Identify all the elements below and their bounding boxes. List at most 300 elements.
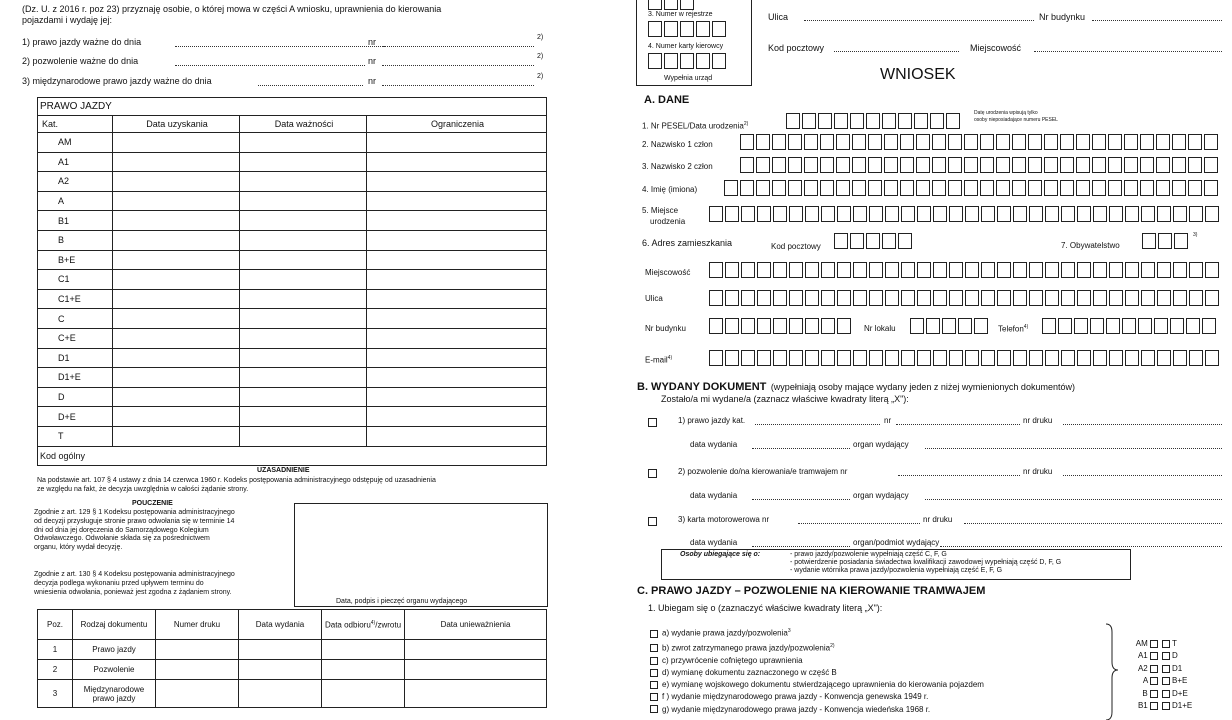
license-data-waznosci[interactable] xyxy=(240,328,367,348)
char-box[interactable] xyxy=(1029,290,1043,306)
license-data-uzyskania[interactable] xyxy=(113,289,240,309)
char-box[interactable] xyxy=(1188,180,1202,196)
char-box[interactable] xyxy=(1138,318,1152,334)
char-box[interactable] xyxy=(773,290,787,306)
char-box[interactable] xyxy=(788,180,802,196)
char-box[interactable] xyxy=(789,290,803,306)
char-box[interactable] xyxy=(901,262,915,278)
char-box[interactable] xyxy=(965,290,979,306)
char-box[interactable] xyxy=(866,233,880,249)
char-box[interactable] xyxy=(740,134,754,150)
char-box[interactable] xyxy=(1012,157,1026,173)
char-box[interactable] xyxy=(1140,157,1154,173)
license-ograniczenia[interactable] xyxy=(367,368,547,388)
char-box[interactable] xyxy=(926,318,940,334)
char-box[interactable] xyxy=(1108,157,1122,173)
char-box[interactable] xyxy=(1124,180,1138,196)
char-box[interactable] xyxy=(1077,262,1091,278)
char-box[interactable] xyxy=(1029,350,1043,366)
char-box[interactable] xyxy=(964,180,978,196)
category-d1-plus-e[interactable]: D1+E xyxy=(1162,700,1212,712)
char-box[interactable] xyxy=(981,206,995,222)
char-box[interactable] xyxy=(1109,206,1123,222)
char-box[interactable] xyxy=(789,262,803,278)
char-box[interactable] xyxy=(1109,290,1123,306)
numer-rejestr-boxes[interactable] xyxy=(648,21,728,37)
char-box[interactable] xyxy=(1093,350,1107,366)
char-box[interactable] xyxy=(772,134,786,150)
char-box[interactable] xyxy=(933,290,947,306)
char-box[interactable] xyxy=(949,290,963,306)
char-box[interactable] xyxy=(837,206,851,222)
char-box[interactable] xyxy=(757,206,771,222)
char-box[interactable] xyxy=(757,350,771,366)
char-box[interactable] xyxy=(820,134,834,150)
license-ograniczenia[interactable] xyxy=(367,348,547,368)
char-box[interactable] xyxy=(1202,318,1216,334)
char-box[interactable] xyxy=(1090,318,1104,334)
char-box[interactable] xyxy=(1029,262,1043,278)
char-box[interactable] xyxy=(818,113,832,129)
license-data-waznosci[interactable] xyxy=(240,152,367,172)
char-box[interactable] xyxy=(981,350,995,366)
char-box[interactable] xyxy=(1013,206,1027,222)
char-box[interactable] xyxy=(802,113,816,129)
option-d-checkbox[interactable] xyxy=(650,669,658,677)
char-box[interactable] xyxy=(1204,180,1218,196)
char-box[interactable] xyxy=(852,157,866,173)
license-data-waznosci[interactable] xyxy=(240,133,367,153)
char-box[interactable] xyxy=(725,290,739,306)
char-box[interactable] xyxy=(836,134,850,150)
char-box[interactable] xyxy=(1076,134,1090,150)
char-box[interactable] xyxy=(1157,350,1171,366)
char-box[interactable] xyxy=(1061,206,1075,222)
b3-organ-field[interactable] xyxy=(940,546,1222,547)
license-data-waznosci[interactable] xyxy=(240,309,367,329)
char-box[interactable] xyxy=(949,262,963,278)
char-box[interactable] xyxy=(1173,206,1187,222)
char-box[interactable] xyxy=(1042,318,1056,334)
char-box[interactable] xyxy=(1172,157,1186,173)
email-boxes[interactable] xyxy=(709,350,1221,366)
char-box[interactable] xyxy=(1122,318,1136,334)
char-box[interactable] xyxy=(948,157,962,173)
license-data-uzyskania[interactable] xyxy=(113,387,240,407)
char-box[interactable] xyxy=(933,206,947,222)
char-box[interactable] xyxy=(1061,262,1075,278)
license-ograniczenia[interactable] xyxy=(367,191,547,211)
license-ograniczenia[interactable] xyxy=(367,133,547,153)
b3-nr-field[interactable] xyxy=(798,523,920,524)
char-box[interactable] xyxy=(882,113,896,129)
obywatelstwo-boxes[interactable] xyxy=(1142,233,1190,249)
char-box[interactable] xyxy=(980,134,994,150)
char-box[interactable] xyxy=(1204,157,1218,173)
char-box[interactable] xyxy=(773,318,787,334)
char-box[interactable] xyxy=(1028,134,1042,150)
char-box[interactable] xyxy=(898,113,912,129)
license-data-uzyskania[interactable] xyxy=(113,407,240,427)
char-box[interactable] xyxy=(869,262,883,278)
char-box[interactable] xyxy=(741,262,755,278)
char-box[interactable] xyxy=(1012,180,1026,196)
license-data-uzyskania[interactable] xyxy=(113,152,240,172)
char-box[interactable] xyxy=(948,134,962,150)
char-box[interactable] xyxy=(1093,290,1107,306)
char-box[interactable] xyxy=(837,290,851,306)
char-box[interactable] xyxy=(834,113,848,129)
char-box[interactable] xyxy=(869,350,883,366)
char-box[interactable] xyxy=(1188,157,1202,173)
char-box[interactable] xyxy=(901,206,915,222)
char-box[interactable] xyxy=(932,157,946,173)
char-box[interactable] xyxy=(709,318,723,334)
char-box[interactable] xyxy=(1204,134,1218,150)
char-box[interactable] xyxy=(868,157,882,173)
char-box[interactable] xyxy=(725,206,739,222)
char-box[interactable] xyxy=(1189,262,1203,278)
b2-nr-field[interactable] xyxy=(898,475,1020,476)
char-box[interactable] xyxy=(1140,134,1154,150)
char-box[interactable] xyxy=(757,290,771,306)
nr-budynku-boxes[interactable] xyxy=(709,318,853,334)
char-box[interactable] xyxy=(805,350,819,366)
char-box[interactable] xyxy=(757,262,771,278)
license-data-waznosci[interactable] xyxy=(240,426,367,446)
char-box[interactable] xyxy=(930,113,944,129)
char-box[interactable] xyxy=(1125,290,1139,306)
char-box[interactable] xyxy=(1109,262,1123,278)
char-box[interactable] xyxy=(788,134,802,150)
char-box[interactable] xyxy=(1140,180,1154,196)
category-a[interactable]: A xyxy=(1128,675,1158,687)
license-ograniczenia[interactable] xyxy=(367,328,547,348)
char-box[interactable] xyxy=(958,318,972,334)
char-box[interactable] xyxy=(916,134,930,150)
char-box[interactable] xyxy=(1174,233,1188,249)
char-box[interactable] xyxy=(852,134,866,150)
char-box[interactable] xyxy=(866,113,880,129)
char-box[interactable] xyxy=(1077,290,1091,306)
char-box[interactable] xyxy=(933,350,947,366)
char-box[interactable] xyxy=(885,290,899,306)
b2-organ-field[interactable] xyxy=(925,499,1222,500)
license-data-waznosci[interactable] xyxy=(240,211,367,231)
char-box[interactable] xyxy=(804,157,818,173)
char-box[interactable] xyxy=(965,206,979,222)
char-box[interactable] xyxy=(821,318,835,334)
license-data-uzyskania[interactable] xyxy=(113,426,240,446)
char-box[interactable] xyxy=(804,134,818,150)
char-box[interactable] xyxy=(821,290,835,306)
char-box[interactable] xyxy=(1076,157,1090,173)
char-box[interactable] xyxy=(1205,206,1219,222)
license-data-uzyskania[interactable] xyxy=(113,368,240,388)
adres-kod-boxes[interactable] xyxy=(834,233,914,249)
char-box[interactable] xyxy=(772,157,786,173)
char-box[interactable] xyxy=(1156,180,1170,196)
category-am[interactable]: AM xyxy=(1128,638,1158,650)
license-ograniczenia[interactable] xyxy=(367,289,547,309)
category-b[interactable]: B xyxy=(1128,688,1158,700)
char-box[interactable] xyxy=(1170,318,1184,334)
b3-checkbox[interactable] xyxy=(648,517,657,526)
char-box[interactable] xyxy=(898,233,912,249)
char-box[interactable] xyxy=(741,318,755,334)
char-box[interactable] xyxy=(805,290,819,306)
license-ograniczenia[interactable] xyxy=(367,426,547,446)
license-data-uzyskania[interactable] xyxy=(113,230,240,250)
license-data-waznosci[interactable] xyxy=(240,270,367,290)
char-box[interactable] xyxy=(789,206,803,222)
char-box[interactable] xyxy=(980,157,994,173)
char-box[interactable] xyxy=(1125,350,1139,366)
char-box[interactable] xyxy=(1045,350,1059,366)
license-data-uzyskania[interactable] xyxy=(113,309,240,329)
char-box[interactable] xyxy=(1141,290,1155,306)
b1-nrdruku-field[interactable] xyxy=(1063,424,1222,425)
char-box[interactable] xyxy=(916,157,930,173)
license-data-uzyskania[interactable] xyxy=(113,348,240,368)
char-box[interactable] xyxy=(1028,157,1042,173)
char-box[interactable] xyxy=(948,180,962,196)
ulica-boxes[interactable] xyxy=(709,290,1221,306)
char-box[interactable] xyxy=(1074,318,1088,334)
char-box[interactable] xyxy=(1157,262,1171,278)
b1-nr-field[interactable] xyxy=(896,424,1020,425)
char-box[interactable] xyxy=(1045,262,1059,278)
char-box[interactable] xyxy=(1157,206,1171,222)
char-box[interactable] xyxy=(772,180,786,196)
license-data-uzyskania[interactable] xyxy=(113,211,240,231)
char-box[interactable] xyxy=(964,134,978,150)
char-box[interactable] xyxy=(1028,180,1042,196)
char-box[interactable] xyxy=(1189,350,1203,366)
char-box[interactable] xyxy=(1156,157,1170,173)
char-box[interactable] xyxy=(980,180,994,196)
char-box[interactable] xyxy=(900,180,914,196)
license-ograniczenia[interactable] xyxy=(367,407,547,427)
char-box[interactable] xyxy=(1205,290,1219,306)
char-box[interactable] xyxy=(820,180,834,196)
char-box[interactable] xyxy=(1045,290,1059,306)
char-box[interactable] xyxy=(997,262,1011,278)
char-box[interactable] xyxy=(773,206,787,222)
b3-data-field[interactable] xyxy=(752,546,850,547)
char-box[interactable] xyxy=(725,318,739,334)
b1-data-field[interactable] xyxy=(752,448,850,449)
char-box[interactable] xyxy=(1092,157,1106,173)
char-box[interactable] xyxy=(917,262,931,278)
char-box[interactable] xyxy=(1173,350,1187,366)
char-box[interactable] xyxy=(900,134,914,150)
b2-nrdruku-field[interactable] xyxy=(1063,475,1222,476)
char-box[interactable] xyxy=(757,318,771,334)
char-box[interactable] xyxy=(1108,134,1122,150)
char-box[interactable] xyxy=(1125,262,1139,278)
license-data-uzyskania[interactable] xyxy=(113,172,240,192)
category-d[interactable]: D xyxy=(1162,650,1212,662)
char-box[interactable] xyxy=(1044,180,1058,196)
b1-organ-field[interactable] xyxy=(925,448,1222,449)
char-box[interactable] xyxy=(1109,350,1123,366)
miejscowosc-boxes[interactable] xyxy=(709,262,1221,278)
char-box[interactable] xyxy=(949,350,963,366)
char-box[interactable] xyxy=(914,113,928,129)
char-box[interactable] xyxy=(1012,134,1026,150)
char-box[interactable] xyxy=(1061,350,1075,366)
char-box[interactable] xyxy=(756,157,770,173)
char-box[interactable] xyxy=(850,113,864,129)
license-data-waznosci[interactable] xyxy=(240,289,367,309)
char-box[interactable] xyxy=(884,180,898,196)
nr-lokalu-boxes[interactable] xyxy=(910,318,990,334)
char-box[interactable] xyxy=(868,180,882,196)
char-box[interactable] xyxy=(996,157,1010,173)
char-box[interactable] xyxy=(1124,134,1138,150)
license-data-waznosci[interactable] xyxy=(240,191,367,211)
nazwisko2-boxes[interactable] xyxy=(740,157,1220,173)
b2-checkbox[interactable] xyxy=(648,469,657,478)
char-box[interactable] xyxy=(964,157,978,173)
category-b1[interactable]: B1 xyxy=(1128,700,1158,712)
char-box[interactable] xyxy=(901,290,915,306)
char-box[interactable] xyxy=(1076,180,1090,196)
char-box[interactable] xyxy=(1045,206,1059,222)
char-box[interactable] xyxy=(1141,262,1155,278)
char-box[interactable] xyxy=(1186,318,1200,334)
char-box[interactable] xyxy=(946,113,960,129)
char-box[interactable] xyxy=(932,134,946,150)
char-box[interactable] xyxy=(997,290,1011,306)
char-box[interactable] xyxy=(821,206,835,222)
char-box[interactable] xyxy=(756,134,770,150)
char-box[interactable] xyxy=(852,180,866,196)
char-box[interactable] xyxy=(1124,157,1138,173)
option-f-checkbox[interactable] xyxy=(650,693,658,701)
char-box[interactable] xyxy=(1060,180,1074,196)
char-box[interactable] xyxy=(1106,318,1120,334)
license-ograniczenia[interactable] xyxy=(367,172,547,192)
char-box[interactable] xyxy=(996,134,1010,150)
char-box[interactable] xyxy=(981,290,995,306)
char-box[interactable] xyxy=(1093,206,1107,222)
char-box[interactable] xyxy=(974,318,988,334)
license-data-waznosci[interactable] xyxy=(240,387,367,407)
char-box[interactable] xyxy=(773,350,787,366)
license-data-waznosci[interactable] xyxy=(240,407,367,427)
char-box[interactable] xyxy=(1172,134,1186,150)
license-ograniczenia[interactable] xyxy=(367,230,547,250)
pesel-boxes[interactable] xyxy=(786,113,962,129)
license-data-uzyskania[interactable] xyxy=(113,270,240,290)
char-box[interactable] xyxy=(805,206,819,222)
char-box[interactable] xyxy=(885,262,899,278)
char-box[interactable] xyxy=(724,180,738,196)
char-box[interactable] xyxy=(933,262,947,278)
char-box[interactable] xyxy=(1141,350,1155,366)
char-box[interactable] xyxy=(997,350,1011,366)
category-d-plus-e[interactable]: D+E xyxy=(1162,688,1212,700)
char-box[interactable] xyxy=(884,157,898,173)
char-box[interactable] xyxy=(788,157,802,173)
char-box[interactable] xyxy=(789,350,803,366)
char-box[interactable] xyxy=(1125,206,1139,222)
license-ograniczenia[interactable] xyxy=(367,309,547,329)
char-box[interactable] xyxy=(901,350,915,366)
char-box[interactable] xyxy=(786,113,800,129)
char-box[interactable] xyxy=(805,318,819,334)
char-box[interactable] xyxy=(709,206,723,222)
char-box[interactable] xyxy=(725,262,739,278)
office-boxes-top[interactable] xyxy=(648,0,696,10)
top-kod-field[interactable] xyxy=(834,51,959,52)
telefon-boxes[interactable] xyxy=(1042,318,1218,334)
char-box[interactable] xyxy=(837,318,851,334)
char-box[interactable] xyxy=(1205,262,1219,278)
char-box[interactable] xyxy=(1058,318,1072,334)
char-box[interactable] xyxy=(741,350,755,366)
category-d1[interactable]: D1 xyxy=(1162,663,1212,675)
char-box[interactable] xyxy=(740,180,754,196)
license-ograniczenia[interactable] xyxy=(367,270,547,290)
char-box[interactable] xyxy=(965,262,979,278)
char-box[interactable] xyxy=(741,206,755,222)
char-box[interactable] xyxy=(1060,157,1074,173)
char-box[interactable] xyxy=(917,206,931,222)
char-box[interactable] xyxy=(709,290,723,306)
license-data-uzyskania[interactable] xyxy=(113,328,240,348)
char-box[interactable] xyxy=(1093,262,1107,278)
char-box[interactable] xyxy=(916,180,930,196)
char-box[interactable] xyxy=(1173,262,1187,278)
char-box[interactable] xyxy=(789,318,803,334)
char-box[interactable] xyxy=(1077,206,1091,222)
char-box[interactable] xyxy=(869,290,883,306)
char-box[interactable] xyxy=(882,233,896,249)
option-b-checkbox[interactable] xyxy=(650,644,658,652)
char-box[interactable] xyxy=(885,206,899,222)
char-box[interactable] xyxy=(1154,318,1168,334)
top-nr-budynku-field[interactable] xyxy=(1092,20,1222,21)
char-box[interactable] xyxy=(1189,206,1203,222)
char-box[interactable] xyxy=(1077,350,1091,366)
char-box[interactable] xyxy=(850,233,864,249)
char-box[interactable] xyxy=(949,206,963,222)
char-box[interactable] xyxy=(1044,157,1058,173)
char-box[interactable] xyxy=(756,180,770,196)
char-box[interactable] xyxy=(1013,350,1027,366)
char-box[interactable] xyxy=(1013,290,1027,306)
char-box[interactable] xyxy=(836,180,850,196)
char-box[interactable] xyxy=(820,157,834,173)
char-box[interactable] xyxy=(1044,134,1058,150)
char-box[interactable] xyxy=(965,350,979,366)
b2-data-field[interactable] xyxy=(752,499,850,500)
license-ograniczenia[interactable] xyxy=(367,250,547,270)
char-box[interactable] xyxy=(1013,262,1027,278)
char-box[interactable] xyxy=(1172,180,1186,196)
char-box[interactable] xyxy=(1141,206,1155,222)
license-ograniczenia[interactable] xyxy=(367,211,547,231)
category-b-plus-e[interactable]: B+E xyxy=(1162,675,1212,687)
license-ograniczenia[interactable] xyxy=(367,387,547,407)
license-data-waznosci[interactable] xyxy=(240,368,367,388)
char-box[interactable] xyxy=(805,262,819,278)
char-box[interactable] xyxy=(1189,290,1203,306)
char-box[interactable] xyxy=(884,134,898,150)
